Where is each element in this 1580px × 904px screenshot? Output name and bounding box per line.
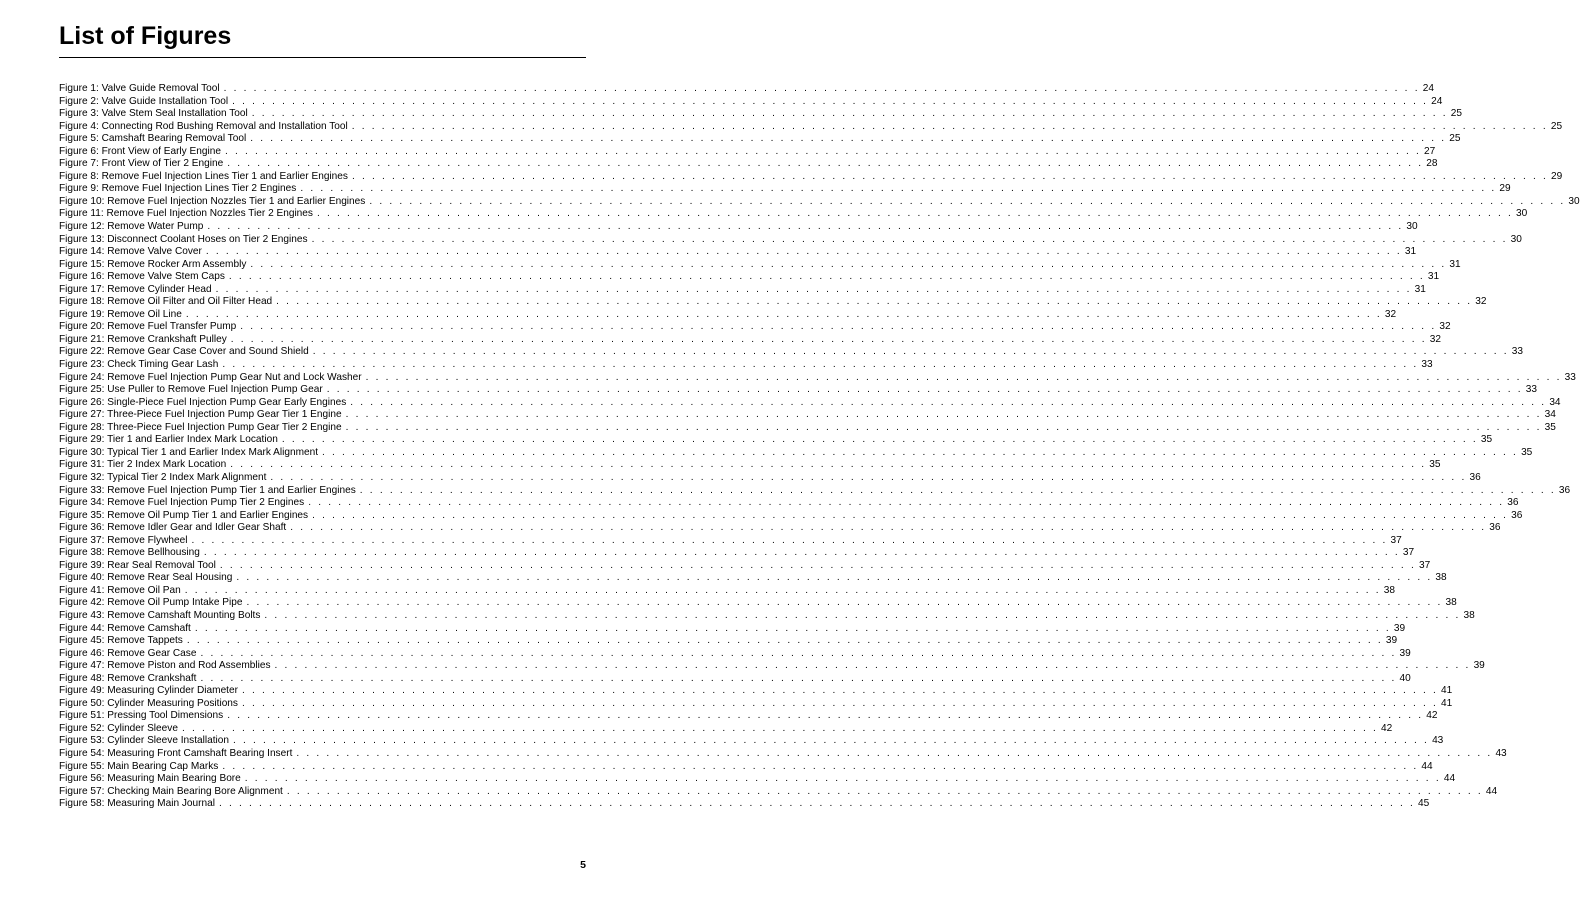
figure-entry[interactable] — [59, 346, 1523, 359]
page-title: List of Figures — [59, 22, 232, 50]
dot-leader: . . . . . . . . . . . . . . . . . . . . . . . . . . . . . . . . . . . . . . . . . . . . . . . . . . . . . . . . . . . . . . . . . . . . . . . . . . . . . . . . . . . . . . . . . . . . . . . . . . . . . . . . . . . . . . . . . . . . . . . . — [286, 785, 1483, 797]
figure-entry[interactable] — [59, 484, 1571, 498]
figure-entry-label[interactable]: Figure 23: Check Timing Gear Lash — [59, 359, 219, 371]
dot-leader: . . . . . . . . . . . . . . . . . . . . . . . . . . . . . . . . . . . . . . . . . . . . . . . . . . . . . . . . . . . . . . . . . . . . . . . . . . . . . . . . . . . . . . . . . . . . . . . . . . . . . . . . . . . . . . . . . . . . . . . . — [274, 660, 1471, 672]
figure-entry-label[interactable]: Figure 46: Remove Gear Case — [59, 647, 197, 659]
figure-entry[interactable] — [59, 333, 1442, 347]
figure-entry[interactable] — [59, 773, 1456, 786]
figure-entry-page[interactable]: 39 — [1393, 622, 1406, 634]
figure-entry[interactable] — [59, 446, 1533, 460]
figure-entry-label[interactable]: Figure 48: Remove Crankshaft — [59, 672, 197, 684]
dot-leader: . . . . . . . . . . . . . . . . . . . . . . . . . . . . . . . . . . . . . . . . . . . . . . . . . . . . . . . . . . . . . . . . . . . . . . . . . . . . . . . . . . . . . . . . . . . . . . . . . . . . . . . . . . . . . . . . . . . . . . . . — [181, 722, 1378, 734]
figure-entry-label[interactable]: Figure 19: Remove Oil Line — [59, 308, 182, 320]
figure-entry[interactable] — [59, 396, 1561, 410]
figure-entry-label[interactable]: Figure 53: Cylinder Sleeve Installation — [59, 735, 230, 747]
dot-leader: . . . . . . . . . . . . . . . . . . . . . . . . . . . . . . . . . . . . . . . . . . . . . . . . . . . . . . . . . . . . . . . . . . . . . . . . . . . . . . . . . . . . . . . . . . . . . . . . . . . . . . . . . . . . . . . . . . . . . . . . — [312, 346, 1509, 358]
figure-entry[interactable] — [59, 421, 1556, 435]
figure-entry[interactable] — [59, 434, 1493, 447]
figure-entry-label[interactable]: Figure 39: Rear Seal Removal Tool — [59, 559, 216, 571]
dot-leader: . . . . . . . . . . . . . . . . . . . . . . . . . . . . . . . . . . . . . . . . . . . . . . . . . . . . . . . . . . . . . . . . . . . . . . . . . . . . . . . . . . . . . . . . . . . . . . . . . . . . . . . . . . . . . . . . . . . . . . . . — [241, 697, 1439, 709]
figure-entry-page[interactable]: 24 — [1431, 95, 1443, 107]
dot-leader: . . . . . . . . . . . . . . . . . . . . . . . . . . . . . . . . . . . . . . . . . . . . . . . . . . . . . . . . . . . . . . . . . . . . . . . . . . . . . . . . . . . . . . . . . . . . . . . . . . . . . . . . . . . . . . . . . . . . . . . . — [194, 622, 1391, 634]
figure-entry-page[interactable]: 35 — [1429, 459, 1441, 471]
dot-leader: . . . . . . . . . . . . . . . . . . . . . . . . . . . . . . . . . . . . . . . . . . . . . . . . . . . . . . . . . . . . . . . . . . . . . . . . . . . . . . . . . . . . . . . . . . . . . . . . . . . . . . . . . . . . . . . . . . . . . . . . — [311, 233, 1508, 245]
figure-entry-label[interactable]: Figure 54: Measuring Front Camshaft Bearing Insert — [59, 747, 293, 759]
figure-entry-label[interactable]: Figure 58: Measuring Main Journal — [59, 798, 215, 810]
figure-entry-label[interactable]: Figure 1: Valve Guide Removal Tool — [59, 83, 220, 94]
dot-leader: . . . . . . . . . . . . . . . . . . . . . . . . . . . . . . . . . . . . . . . . . . . . . . . . . . . . . . . . . . . . . . . . . . . . . . . . . . . . . . . . . . . . . . . . . . . . . . . . . . . . . . . . . . . . . . . . . . . . . . . . — [184, 584, 1381, 596]
figure-entry-label[interactable]: Figure 24: Remove Fuel Injection Pump Gear Nut and Lock Washer — [59, 371, 362, 383]
figure-entry-page[interactable]: 36 — [1489, 522, 1501, 534]
figure-entry-label[interactable]: Figure 8: Remove Fuel Injection Lines Tier 1 and Earlier Engines — [59, 170, 348, 182]
figure-entry[interactable] — [59, 384, 1537, 397]
figure-entry[interactable] — [59, 597, 1457, 610]
figure-entry[interactable] — [59, 371, 1576, 385]
figure-entry-label[interactable]: Figure 7: Front View of Tier 2 Engine — [59, 158, 224, 170]
figure-entry-page[interactable]: 38 — [1445, 597, 1457, 609]
figure-entry-label[interactable]: Figure 10: Remove Fuel Injection Nozzles Tier 1 and Earlier Engines — [59, 195, 366, 207]
dot-leader: . . . . . . . . . . . . . . . . . . . . . . . . . . . . . . . . . . . . . . . . . . . . . . . . . . . . . . . . . . . . . . . . . . . . . . . . . . . . . . . . . . . . . . . . . . . . . . . . . . . . . . . . . . . . . . . . . . . . . . . . — [185, 308, 1382, 320]
figure-entry-page[interactable]: 42 — [1426, 710, 1438, 722]
dot-leader: . . . . . . . . . . . . . . . . . . . . . . . . . . . . . . . . . . . . . . . . . . . . . . . . . . . . . . . . . . . . . . . . . . . . . . . . . . . . . . . . . . . . . . . . . . . . . . . . . . . . . . . . . . . . . . . . . . . . . . . . — [290, 522, 1487, 534]
figure-entry[interactable] — [59, 735, 1444, 748]
figure-entry-page[interactable]: 25 — [1450, 108, 1462, 120]
figure-entry[interactable] — [59, 258, 1461, 272]
figure-entry-label[interactable]: Figure 42: Remove Oil Pump Intake Pipe — [59, 597, 243, 609]
figure-entry-page[interactable]: 44 — [1485, 785, 1498, 797]
dot-leader: . . . . . . . . . . . . . . . . . . . . . . . . . . . . . . . . . . . . . . . . . . . . . . . . . . . . . . . . . . . . . . . . . . . . . . . . . . . . . . . . . . . . . . . . . . . . . . . . . . . . . . . . . . . . . . . . . . . . . . . . — [215, 283, 1412, 295]
dot-leader: . . . . . . . . . . . . . . . . . . . . . . . . . . . . . . . . . . . . . . . . . . . . . . . . . . . . . . . . . . . . . . . . . . . . . . . . . . . . . . . . . . . . . . . . . . . . . . . . . . . . . . . . . . . . . . . . . . . . . . . . — [227, 158, 1424, 170]
figure-entry-label[interactable]: Figure 55: Main Bearing Cap Marks — [59, 760, 219, 772]
figure-entry-page[interactable]: 30 — [1568, 195, 1580, 207]
figure-entry[interactable] — [59, 170, 1563, 184]
figure-entry-page[interactable]: 40 — [1399, 672, 1411, 684]
figure-entry-page[interactable]: 41 — [1441, 685, 1453, 697]
figure-entry-page[interactable]: 30 — [1516, 208, 1528, 220]
dot-leader: . . . . . . . . . . . . . . . . . . . . . . . . . . . . . . . . . . . . . . . . . . . . . . . . . . . . . . . . . . . . . . . . . . . . . . . . . . . . . . . . . . . . . . . . . . . . . . . . . . . . . . . . . . . . . . . . . . . . . . . . — [369, 195, 1566, 207]
figure-entry[interactable] — [59, 685, 1453, 698]
figure-entry-page[interactable]: 38 — [1463, 609, 1475, 621]
figure-entry[interactable] — [59, 798, 1430, 811]
dot-leader: . . . . . . . . . . . . . . . . . . . . . . . . . . . . . . . . . . . . . . . . . . . . . . . . . . . . . . . . . . . . . . . . . . . . . . . . . . . . . . . . . . . . . . . . . . . . . . . . . . . . . . . . . . . . . . . . . . . . . . . . — [359, 484, 1556, 496]
dot-leader: . . . . . . . . . . . . . . . . . . . . . . . . . . . . . . . . . . . . . . . . . . . . . . . . . . . . . . . . . . . . . . . . . . . . . . . . . . . . . . . . . . . . . . . . . . . . . . . . . . . . . . . . . . . . . . . . . . . . . . . . — [240, 321, 1437, 333]
figure-entry-page[interactable]: 41 — [1441, 697, 1453, 709]
figure-entry[interactable] — [59, 158, 1438, 171]
figure-entry-page[interactable]: 33 — [1525, 384, 1537, 396]
dot-leader: . . . . . . . . . . . . . . . . . . . . . . . . . . . . . . . . . . . . . . . . . . . . . . . . . . . . . . . . . . . . . . . . . . . . . . . . . . . . . . . . . . . . . . . . . . . . . . . . . . . . . . . . . . . . . . . . . . . . . . . . — [351, 170, 1548, 182]
figure-entry-label[interactable]: Figure 3: Valve Stem Seal Installation Tool — [59, 108, 248, 120]
figure-entry-page[interactable]: 36 — [1558, 484, 1571, 496]
figure-entry-page[interactable]: 32 — [1384, 308, 1397, 320]
figure-entry-label[interactable]: Figure 38: Remove Bellhousing — [59, 547, 200, 559]
figure-entry-page[interactable]: 45 — [1418, 798, 1430, 810]
dot-leader: . . . . . . . . . . . . . . . . . . . . . . . . . . . . . . . . . . . . . . . . . . . . . . . . . . . . . . . . . . . . . . . . . . . . . . . . . . . . . . . . . . . . . . . . . . . . . . . . . . . . . . . . . . . . . . . . . . . . . . . . — [250, 133, 1447, 145]
figure-entry[interactable] — [59, 534, 1402, 548]
figure-entry[interactable] — [59, 95, 1443, 109]
dot-leader: . . . . . . . . . . . . . . . . . . . . . . . . . . . . . . . . . . . . . . . . . . . . . . . . . . . . . . . . . . . . . . . . . . . . . . . . . . . . . . . . . . . . . . . . . . . . . . . . . . . . . . . . . . . . . . . . . . . . . . . . — [227, 710, 1424, 722]
figure-entry-label[interactable]: Figure 37: Remove Flywheel — [59, 534, 188, 546]
figure-entry[interactable] — [59, 609, 1475, 623]
figure-entry-label[interactable]: Figure 20: Remove Fuel Transfer Pump — [59, 321, 237, 333]
dot-leader: . . . . . . . . . . . . . . . . . . . . . . . . . . . . . . . . . . . . . . . . . . . . . . . . . . . . . . . . . . . . . . . . . . . . . . . . . . . . . . . . . . . . . . . . . . . . . . . . . . . . . . . . . . . . . . . . . . . . . . . . — [230, 459, 1427, 471]
figure-entry[interactable] — [59, 183, 1511, 196]
figure-entry-page[interactable]: 30 — [1406, 221, 1418, 233]
figure-entry-page[interactable]: 35 — [1521, 446, 1533, 458]
dot-leader: . . . . . . . . . . . . . . . . . . . . . . . . . . . . . . . . . . . . . . . . . . . . . . . . . . . . . . . . . . . . . . . . . . . . . . . . . . . . . . . . . . . . . . . . . . . . . . . . . . . . . . . . . . . . . . . . . . . . . . . . — [203, 547, 1400, 559]
figure-entry-page[interactable]: 43 — [1495, 747, 1507, 759]
figure-entry[interactable] — [59, 83, 1434, 96]
figure-entry-page[interactable]: 31 — [1414, 283, 1426, 295]
figure-entry-label[interactable]: Figure 28: Three-Piece Fuel Injection Pump Gear Tier 2 Engine — [59, 421, 342, 433]
dot-leader: . . . . . . . . . . . . . . . . . . . . . . . . . . . . . . . . . . . . . . . . . . . . . . . . . . . . . . . . . . . . . . . . . . . . . . . . . . . . . . . . . . . . . . . . . . . . . . . . . . . . . . . . . . . . . . . . . . . . . . . . — [246, 597, 1443, 609]
dot-leader: . . . . . . . . . . . . . . . . . . . . . . . . . . . . . . . . . . . . . . . . . . . . . . . . . . . . . . . . . . . . . . . . . . . . . . . . . . . . . . . . . . . . . . . . . . . . . . . . . . . . . . . . . . . . . . . . . . . . . . . . — [250, 258, 1447, 270]
figure-entry-page[interactable]: 32 — [1475, 296, 1487, 308]
figure-list — [59, 83, 1580, 811]
figure-entry-page[interactable]: 39 — [1473, 660, 1485, 672]
figure-entry[interactable] — [59, 271, 1440, 284]
figure-entry[interactable] — [59, 233, 1522, 247]
dot-leader: . . . . . . . . . . . . . . . . . . . . . . . . . . . . . . . . . . . . . . . . . . . . . . . . . . . . . . . . . . . . . . . . . . . . . . . . . . . . . . . . . . . . . . . . . . . . . . . . . . . . . . . . . . . . . . . . . . . . . . . . — [191, 534, 1388, 546]
figure-entry-page[interactable]: 33 — [1511, 346, 1523, 358]
dot-leader: . . . . . . . . . . . . . . . . . . . . . . . . . . . . . . . . . . . . . . . . . . . . . . . . . . . . . . . . . . . . . . . . . . . . . . . . . . . . . . . . . . . . . . . . . . . . . . . . . . . . . . . . . . . . . . . . . . . . . . . . — [350, 396, 1547, 408]
figure-entry-label[interactable]: Figure 57: Checking Main Bearing Bore Alignment — [59, 785, 283, 797]
dot-leader: . . . . . . . . . . . . . . . . . . . . . . . . . . . . . . . . . . . . . . . . . . . . . . . . . . . . . . . . . . . . . . . . . . . . . . . . . . . . . . . . . . . . . . . . . . . . . . . . . . . . . . . . . . . . . . . . . . . . . . . . — [296, 747, 1493, 759]
figure-entry[interactable] — [59, 547, 1415, 560]
title-divider — [59, 57, 586, 58]
figure-entry-label[interactable]: Figure 31: Tier 2 Index Mark Location — [59, 459, 227, 471]
figure-entry-page[interactable]: 27 — [1424, 145, 1436, 157]
figure-entry-label[interactable]: Figure 33: Remove Fuel Injection Pump Tier 1 and Earlier Engines — [59, 484, 356, 496]
figure-entry-label[interactable]: Figure 43: Remove Camshaft Mounting Bolts — [59, 609, 261, 621]
figure-entry-label[interactable]: Figure 5: Camshaft Bearing Removal Tool — [59, 133, 247, 145]
dot-leader: . . . . . . . . . . . . . . . . . . . . . . . . . . . . . . . . . . . . . . . . . . . . . . . . . . . . . . . . . . . . . . . . . . . . . . . . . . . . . . . . . . . . . . . . . . . . . . . . . . . . . . . . . . . . . . . . . . . . . . . . — [345, 409, 1542, 421]
figure-entry-label[interactable]: Figure 21: Remove Crankshaft Pulley — [59, 333, 227, 345]
figure-entry-label[interactable]: Figure 36: Remove Idler Gear and Idler Gear Shaft — [59, 522, 287, 534]
figure-entry-page[interactable]: 43 — [1432, 735, 1444, 747]
figure-entry-label[interactable]: Figure 51: Pressing Tool Dimensions — [59, 710, 224, 722]
figure-entry-page[interactable]: 35 — [1480, 434, 1493, 446]
figure-entry-page[interactable]: 32 — [1439, 321, 1451, 333]
figure-entry[interactable] — [59, 785, 1498, 799]
figure-entry-label[interactable]: Figure 45: Remove Tappets — [59, 635, 183, 647]
figure-entry[interactable] — [59, 195, 1580, 209]
dot-leader: . . . . . . . . . . . . . . . . . . . . . . . . . . . . . . . . . . . . . . . . . . . . . . . . . . . . . . . . . . . . . . . . . . . . . . . . . . . . . . . . . . . . . . . . . . . . . . . . . . . . . . . . . . . . . . . . . . . . . . . . — [232, 95, 1429, 107]
dot-leader: . . . . . . . . . . . . . . . . . . . . . . . . . . . . . . . . . . . . . . . . . . . . . . . . . . . . . . . . . . . . . . . . . . . . . . . . . . . . . . . . . . . . . . . . . . . . . . . . . . . . . . . . . . . . . . . . . . . . . . . . — [312, 509, 1509, 521]
dot-leader: . . . . . . . . . . . . . . . . . . . . . . . . . . . . . . . . . . . . . . . . . . . . . . . . . . . . . . . . . . . . . . . . . . . . . . . . . . . . . . . . . . . . . . . . . . . . . . . . . . . . . . . . . . . . . . . . . . . . . . . . — [300, 183, 1497, 195]
figure-entry-page[interactable]: 44 — [1443, 773, 1456, 785]
dot-leader: . . . . . . . . . . . . . . . . . . . . . . . . . . . . . . . . . . . . . . . . . . . . . . . . . . . . . . . . . . . . . . . . . . . . . . . . . . . . . . . . . . . . . . . . . . . . . . . . . . . . . . . . . . . . . . . . . . . . . . . . — [230, 333, 1427, 345]
figure-entry[interactable] — [59, 246, 1417, 259]
figure-entry-label[interactable]: Figure 26: Single-Piece Fuel Injection Pump Gear Early Engines — [59, 396, 347, 408]
figure-entry[interactable] — [59, 133, 1461, 146]
figure-entry-page[interactable]: 37 — [1418, 559, 1431, 571]
figure-entry[interactable] — [59, 722, 1393, 736]
figure-entry[interactable] — [59, 497, 1519, 510]
dot-leader: . . . . . . . . . . . . . . . . . . . . . . . . . . . . . . . . . . . . . . . . . . . . . . . . . . . . . . . . . . . . . . . . . . . . . . . . . . . . . . . . . . . . . . . . . . . . . . . . . . . . . . . . . . . . . . . . . . . . . . . . — [205, 246, 1402, 258]
figure-entry-label[interactable]: Figure 40: Remove Rear Seal Housing — [59, 572, 233, 584]
dot-leader: . . . . . . . . . . . . . . . . . . . . . . . . . . . . . . . . . . . . . . . . . . . . . . . . . . . . . . . . . . . . . . . . . . . . . . . . . . . . . . . . . . . . . . . . . . . . . . . . . . . . . . . . . . . . . . . . . . . . . . . . — [219, 559, 1416, 571]
figure-entry-page[interactable]: 28 — [1426, 158, 1438, 170]
figure-entry-label[interactable]: Figure 16: Remove Valve Stem Caps — [59, 271, 225, 283]
figure-entry-label[interactable]: Figure 27: Three-Piece Fuel Injection Pump Gear Tier 1 Engine — [59, 409, 342, 421]
figure-entry-label[interactable]: Figure 6: Front View of Early Engine — [59, 145, 221, 157]
figure-entry-label[interactable]: Figure 52: Cylinder Sleeve — [59, 722, 178, 734]
figure-entry-page[interactable]: 38 — [1435, 572, 1447, 584]
figure-entry-label[interactable]: Figure 30: Typical Tier 1 and Earlier Index Mark Alignment — [59, 446, 319, 458]
dot-leader: . . . . . . . . . . . . . . . . . . . . . . . . . . . . . . . . . . . . . . . . . . . . . . . . . . . . . . . . . . . . . . . . . . . . . . . . . . . . . . . . . . . . . . . . . . . . . . . . . . . . . . . . . . . . . . . . . . . . . . . . — [264, 609, 1461, 621]
dot-leader: . . . . . . . . . . . . . . . . . . . . . . . . . . . . . . . . . . . . . . . . . . . . . . . . . . . . . . . . . . . . . . . . . . . . . . . . . . . . . . . . . . . . . . . . . . . . . . . . . . . . . . . . . . . . . . . . . . . . . . . . — [251, 108, 1448, 120]
figure-entry-page[interactable]: 37 — [1390, 534, 1402, 546]
figure-entry-label[interactable]: Figure 47: Remove Piston and Rod Assemblies — [59, 660, 271, 672]
figure-entry-label[interactable]: Figure 4: Connecting Rod Bushing Removal and Installation Tool — [59, 120, 348, 132]
dot-leader: . . . . . . . . . . . . . . . . . . . . . . . . . . . . . . . . . . . . . . . . . . . . . . . . . . . . . . . . . . . . . . . . . . . . . . . . . . . . . . . . . . . . . . . . . . . . . . . . . . . . . . . . . . . . . . . . . . . . . . . . — [222, 359, 1419, 371]
figure-entry-page[interactable]: 36 — [1507, 497, 1519, 509]
figure-entry[interactable] — [59, 208, 1528, 221]
figure-entry[interactable] — [59, 108, 1462, 121]
figure-entry-label[interactable]: Figure 12: Remove Water Pump — [59, 221, 204, 233]
figure-entry-page[interactable]: 29 — [1551, 170, 1563, 182]
figure-entry-page[interactable]: 25 — [1550, 120, 1563, 132]
dot-leader: . . . . . . . . . . . . . . . . . . . . . . . . . . . . . . . . . . . . . . . . . . . . . . . . . . . . . . . . . . . . . . . . . . . . . . . . . . . . . . . . . . . . . . . . . . . . . . . . . . . . . . . . . . . . . . . . . . . . . . . . — [326, 384, 1523, 396]
figure-entry-page[interactable]: 39 — [1385, 635, 1398, 647]
dot-leader: . . . . . . . . . . . . . . . . . . . . . . . . . . . . . . . . . . . . . . . . . . . . . . . . . . . . . . . . . . . . . . . . . . . . . . . . . . . . . . . . . . . . . . . . . . . . . . . . . . . . . . . . . . . . . . . . . . . . . . . . — [241, 685, 1439, 697]
figure-entry[interactable] — [59, 622, 1406, 636]
figure-entry[interactable] — [59, 221, 1418, 234]
dot-leader: . . . . . . . . . . . . . . . . . . . . . . . . . . . . . . . . . . . . . . . . . . . . . . . . . . . . . . . . . . . . . . . . . . . . . . . . . . . . . . . . . . . . . . . . . . . . . . . . . . . . . . . . . . . . . . . . . . . . . . . . — [236, 572, 1433, 584]
figure-entry[interactable] — [59, 459, 1441, 472]
figure-entry-label[interactable]: Figure 18: Remove Oil Filter and Oil Filter Head — [59, 296, 273, 308]
figure-entry-label[interactable]: Figure 41: Remove Oil Pan — [59, 584, 181, 596]
figure-entry-label[interactable]: Figure 34: Remove Fuel Injection Pump Tier 2 Engines — [59, 497, 305, 509]
figure-entry[interactable] — [59, 660, 1485, 673]
figure-entry-page[interactable]: 30 — [1510, 233, 1522, 245]
figure-entry-label[interactable]: Figure 56: Measuring Main Bearing Bore — [59, 773, 241, 785]
figure-entry-page[interactable]: 36 — [1511, 509, 1523, 521]
figure-entry[interactable] — [59, 584, 1396, 598]
figure-entry[interactable] — [59, 522, 1501, 535]
dot-leader: . . . . . . . . . . . . . . . . . . . . . . . . . . . . . . . . . . . . . . . . . . . . . . . . . . . . . . . . . . . . . . . . . . . . . . . . . . . . . . . . . . . . . . . . . . . . . . . . . . . . . . . . . . . . . . . . . . . . . . . . — [233, 735, 1430, 747]
figure-entry[interactable] — [59, 308, 1397, 322]
figure-entry-label[interactable]: Figure 15: Remove Rocker Arm Assembly — [59, 258, 247, 270]
figure-entry-label[interactable]: Figure 13: Disconnect Coolant Hoses on Tier 2 Engines — [59, 233, 308, 245]
dot-leader: . . . . . . . . . . . . . . . . . . . . . . . . . . . . . . . . . . . . . . . . . . . . . . . . . . . . . . . . . . . . . . . . . . . . . . . . . . . . . . . . . . . . . . . . . . . . . . . . . . . . . . . . . . . . . . . . . . . . . . . . — [200, 672, 1397, 684]
figure-entry-page[interactable]: 29 — [1499, 183, 1511, 195]
figure-entry[interactable] — [59, 697, 1453, 711]
figure-entry-page[interactable]: 38 — [1383, 584, 1396, 596]
figure-entry[interactable] — [59, 359, 1433, 372]
figure-entry[interactable] — [59, 635, 1398, 648]
figure-entry-label[interactable]: Figure 22: Remove Gear Case Cover and Sound Shield — [59, 346, 309, 358]
figure-entry[interactable] — [59, 647, 1411, 661]
dot-leader: . . . . . . . . . . . . . . . . . . . . . . . . . . . . . . . . . . . . . . . . . . . . . . . . . . . . . . . . . . . . . . . . . . . . . . . . . . . . . . . . . . . . . . . . . . . . . . . . . . . . . . . . . . . . . . . . . . . . . . . . — [345, 421, 1542, 433]
figure-entry-label[interactable]: Figure 17: Remove Cylinder Head — [59, 283, 212, 295]
dot-leader: . . . . . . . . . . . . . . . . . . . . . . . . . . . . . . . . . . . . . . . . . . . . . . . . . . . . . . . . . . . . . . . . . . . . . . . . . . . . . . . . . . . . . . . . . . . . . . . . . . . . . . . . . . . . . . . . . . . . . . . . — [308, 497, 1505, 509]
figure-entry-page[interactable]: 33 — [1564, 371, 1576, 383]
page-number: 5 — [580, 859, 586, 871]
figure-entry[interactable] — [59, 120, 1563, 134]
figure-entry-label[interactable]: Figure 11: Remove Fuel Injection Nozzles Tier 2 Engines — [59, 208, 313, 220]
dot-leader: . . . . . . . . . . . . . . . . . . . . . . . . . . . . . . . . . . . . . . . . . . . . . . . . . . . . . . . . . . . . . . . . . . . . . . . . . . . . . . . . . . . . . . . . . . . . . . . . . . . . . . . . . . . . . . . . . . . . . . . . — [218, 798, 1416, 810]
dot-leader: . . . . . . . . . . . . . . . . . . . . . . . . . . . . . . . . . . . . . . . . . . . . . . . . . . . . . . . . . . . . . . . . . . . . . . . . . . . . . . . . . . . . . . . . . . . . . . . . . . . . . . . . . . . . . . . . . . . . . . . . — [207, 221, 1404, 233]
figure-entry-page[interactable]: 31 — [1427, 271, 1440, 283]
dot-leader: . . . . . . . . . . . . . . . . . . . . . . . . . . . . . . . . . . . . . . . . . . . . . . . . . . . . . . . . . . . . . . . . . . . . . . . . . . . . . . . . . . . . . . . . . . . . . . . . . . . . . . . . . . . . . . . . . . . . . . . . — [223, 83, 1420, 94]
figure-entry[interactable] — [59, 509, 1523, 523]
figure-entry-page[interactable]: 34 — [1549, 396, 1561, 408]
figure-entry[interactable] — [59, 747, 1507, 761]
figure-entry-label[interactable]: Figure 35: Remove Oil Pump Tier 1 and Earlier Engines — [59, 509, 309, 521]
dot-leader: . . . . . . . . . . . . . . . . . . . . . . . . . . . . . . . . . . . . . . . . . . . . . . . . . . . . . . . . . . . . . . . . . . . . . . . . . . . . . . . . . . . . . . . . . . . . . . . . . . . . . . . . . . . . . . . . . . . . . . . . — [224, 145, 1422, 157]
dot-leader: . . . . . . . . . . . . . . . . . . . . . . . . . . . . . . . . . . . . . . . . . . . . . . . . . . . . . . . . . . . . . . . . . . . . . . . . . . . . . . . . . . . . . . . . . . . . . . . . . . . . . . . . . . . . . . . . . . . . . . . . — [270, 471, 1467, 483]
figure-entry-label[interactable]: Figure 50: Cylinder Measuring Positions — [59, 697, 238, 709]
figure-entry[interactable] — [59, 471, 1481, 485]
figure-entry-label[interactable]: Figure 9: Remove Fuel Injection Lines Tier 2 Engines — [59, 183, 297, 195]
figure-entry-label[interactable]: Figure 2: Valve Guide Installation Tool — [59, 95, 229, 107]
figure-entry[interactable] — [59, 283, 1426, 297]
figure-entry-page[interactable]: 44 — [1421, 760, 1433, 772]
dot-leader: . . . . . . . . . . . . . . . . . . . . . . . . . . . . . . . . . . . . . . . . . . . . . . . . . . . . . . . . . . . . . . . . . . . . . . . . . . . . . . . . . . . . . . . . . . . . . . . . . . . . . . . . . . . . . . . . . . . . . . . . — [351, 120, 1548, 132]
dot-leader: . . . . . . . . . . . . . . . . . . . . . . . . . . . . . . . . . . . . . . . . . . . . . . . . . . . . . . . . . . . . . . . . . . . . . . . . . . . . . . . . . . . . . . . . . . . . . . . . . . . . . . . . . . . . . . . . . . . . . . . . — [365, 371, 1562, 383]
figure-entry-label[interactable]: Figure 14: Remove Valve Cover — [59, 246, 202, 258]
figure-entry-page[interactable]: 32 — [1429, 333, 1442, 345]
dot-leader: . . . . . . . . . . . . . . . . . . . . . . . . . . . . . . . . . . . . . . . . . . . . . . . . . . . . . . . . . . . . . . . . . . . . . . . . . . . . . . . . . . . . . . . . . . . . . . . . . . . . . . . . . . . . . . . . . . . . . . . . — [244, 773, 1441, 785]
dot-leader: . . . . . . . . . . . . . . . . . . . . . . . . . . . . . . . . . . . . . . . . . . . . . . . . . . . . . . . . . . . . . . . . . . . . . . . . . . . . . . . . . . . . . . . . . . . . . . . . . . . . . . . . . . . . . . . . . . . . . . . . — [281, 434, 1478, 446]
figure-entry[interactable] — [59, 559, 1431, 573]
figure-entry-page[interactable]: 39 — [1399, 647, 1411, 659]
dot-leader: . . . . . . . . . . . . . . . . . . . . . . . . . . . . . . . . . . . . . . . . . . . . . . . . . . . . . . . . . . . . . . . . . . . . . . . . . . . . . . . . . . . . . . . . . . . . . . . . . . . . . . . . . . . . . . . . . . . . . . . . — [186, 635, 1383, 647]
figure-entry[interactable] — [59, 760, 1433, 774]
figure-entry[interactable] — [59, 296, 1487, 309]
dot-leader: . . . . . . . . . . . . . . . . . . . . . . . . . . . . . . . . . . . . . . . . . . . . . . . . . . . . . . . . . . . . . . . . . . . . . . . . . . . . . . . . . . . . . . . . . . . . . . . . . . . . . . . . . . . . . . . . . . . . . . . . — [316, 208, 1514, 220]
figure-entry[interactable] — [59, 321, 1451, 334]
figure-entry-label[interactable]: Figure 32: Typical Tier 2 Index Mark Alignment — [59, 471, 267, 483]
dot-leader: . . . . . . . . . . . . . . . . . . . . . . . . . . . . . . . . . . . . . . . . . . . . . . . . . . . . . . . . . . . . . . . . . . . . . . . . . . . . . . . . . . . . . . . . . . . . . . . . . . . . . . . . . . . . . . . . . . . . . . . . — [276, 296, 1473, 308]
figure-entry-label[interactable]: Figure 29: Tier 1 and Earlier Index Mark Location — [59, 434, 278, 446]
figure-entry[interactable] — [59, 572, 1447, 585]
dot-leader: . . . . . . . . . . . . . . . . . . . . . . . . . . . . . . . . . . . . . . . . . . . . . . . . . . . . . . . . . . . . . . . . . . . . . . . . . . . . . . . . . . . . . . . . . . . . . . . . . . . . . . . . . . . . . . . . . . . . . . . . — [200, 647, 1397, 659]
figure-entry-page[interactable]: 42 — [1381, 722, 1393, 734]
figure-entry-page[interactable]: 31 — [1404, 246, 1417, 258]
figure-entry-page[interactable]: 31 — [1449, 258, 1461, 270]
figure-entry-page[interactable]: 25 — [1449, 133, 1461, 145]
figure-entry-page[interactable]: 33 — [1421, 359, 1433, 371]
figure-entry-page[interactable]: 37 — [1402, 547, 1415, 559]
figure-entry-page[interactable]: 34 — [1544, 409, 1556, 421]
dot-leader: . . . . . . . . . . . . . . . . . . . . . . . . . . . . . . . . . . . . . . . . . . . . . . . . . . . . . . . . . . . . . . . . . . . . . . . . . . . . . . . . . . . . . . . . . . . . . . . . . . . . . . . . . . . . . . . . . . . . . . . . — [222, 760, 1419, 772]
figure-entry-page[interactable]: 36 — [1469, 471, 1481, 483]
dot-leader: . . . . . . . . . . . . . . . . . . . . . . . . . . . . . . . . . . . . . . . . . . . . . . . . . . . . . . . . . . . . . . . . . . . . . . . . . . . . . . . . . . . . . . . . . . . . . . . . . . . . . . . . . . . . . . . . . . . . . . . . — [228, 271, 1425, 283]
figure-entry[interactable] — [59, 409, 1556, 422]
figure-entry-label[interactable]: Figure 25: Use Puller to Remove Fuel Injection Pump Gear — [59, 384, 323, 396]
figure-entry[interactable] — [59, 672, 1411, 686]
figure-entry-label[interactable]: Figure 44: Remove Camshaft — [59, 622, 191, 634]
figure-entry-page[interactable]: 24 — [1422, 83, 1434, 94]
figure-entry[interactable] — [59, 710, 1438, 723]
figure-entry-label[interactable]: Figure 49: Measuring Cylinder Diameter — [59, 685, 238, 697]
figure-entry-page[interactable]: 35 — [1544, 421, 1556, 433]
figure-entry[interactable] — [59, 145, 1436, 159]
dot-leader: . . . . . . . . . . . . . . . . . . . . . . . . . . . . . . . . . . . . . . . . . . . . . . . . . . . . . . . . . . . . . . . . . . . . . . . . . . . . . . . . . . . . . . . . . . . . . . . . . . . . . . . . . . . . . . . . . . . . . . . . — [322, 446, 1519, 458]
